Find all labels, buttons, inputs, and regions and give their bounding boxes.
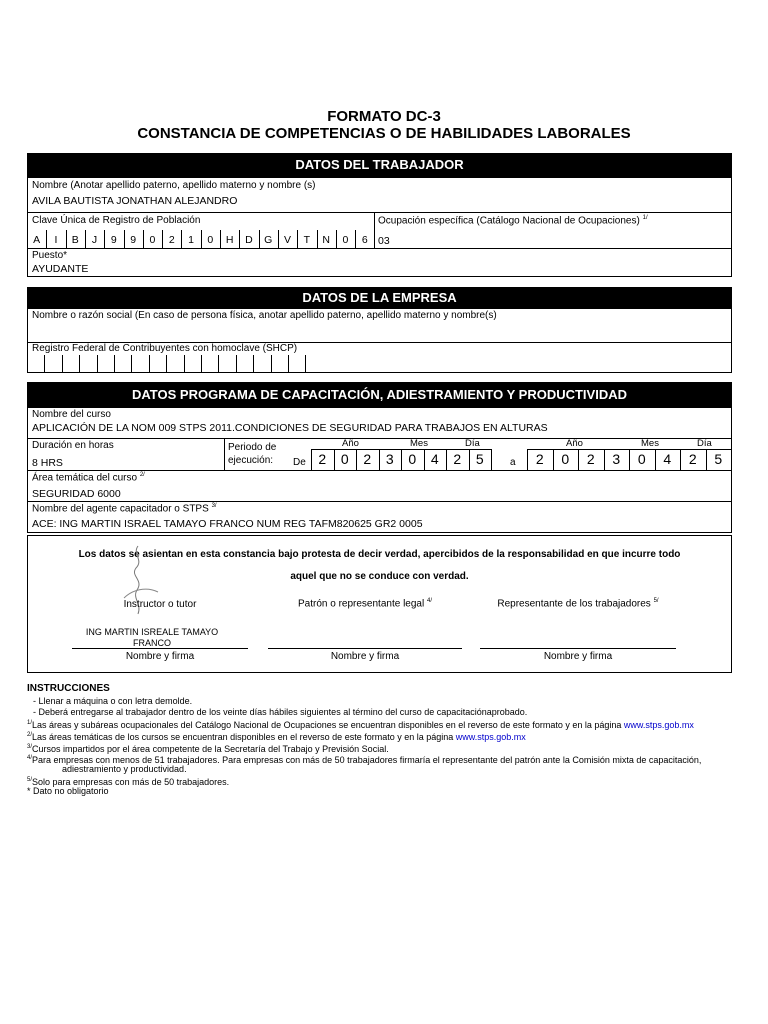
curp-char: 2 xyxy=(168,234,175,246)
instruction-6: $^{4/}$Para empresas con menos de 51 trabajadores. Para empresas con más de 50 trabajadores firmaría el representante del patrón ante la Comisión mixta de capacitación, xyxy=(27,755,702,765)
curp-char: G xyxy=(264,234,273,246)
patron-label: Patrón o representante legal $^{4/}$ xyxy=(298,598,432,610)
instructions-heading: INSTRUCCIONES xyxy=(27,683,110,694)
occupation-value[interactable]: 03 xyxy=(378,235,390,247)
curp-char: T xyxy=(303,234,311,246)
form-title: FORMATO DC-3 xyxy=(327,108,441,125)
to-month-label: Mes xyxy=(641,438,659,449)
date-digit: 2 xyxy=(586,451,595,467)
instruction-1: - Llenar a máquina o con letra demolde. xyxy=(33,696,193,706)
curp-char: B xyxy=(71,234,79,246)
date-digit: 4 xyxy=(663,451,672,467)
company-name-field[interactable] xyxy=(28,322,728,340)
workers-rep-sign-label: Nombre y firma xyxy=(543,651,613,662)
area-value[interactable]: SEGURIDAD 6000 xyxy=(32,488,121,500)
period-label-2: ejecución: xyxy=(228,455,274,466)
stps-link-2[interactable]: www.stps.gob.mx xyxy=(455,732,526,742)
instruction-5: $^{3/}$Cursos impartidos por el área competente de la Secretaría del Trabajo y Previsión Social. xyxy=(27,744,389,754)
course-value[interactable]: APLICACIÓN DE LA NOM 009 STPS 2011.CONDICIONES DE SEGURIDAD PARA TRABAJOS EN ALTURAS xyxy=(32,422,548,434)
curp-char: 0 xyxy=(207,234,214,246)
workers-rep-label: Representante de los trabajadores $^{5/}$ xyxy=(497,598,659,610)
curp-char: 1 xyxy=(188,234,194,246)
instruction-6b: adiestramiento y productividad. xyxy=(62,764,187,774)
curp-char: N xyxy=(322,234,330,246)
position-label: Puesto* xyxy=(32,250,68,261)
date-digit: 5 xyxy=(714,451,723,467)
period-label-1: Periodo de xyxy=(228,442,277,453)
date-digit: 0 xyxy=(637,451,646,467)
rfc-label: Registro Federal de Contribuyentes con homoclave (SHCP) xyxy=(32,343,298,354)
instruction-4: $^{2/}$Las áreas temáticas de los cursos se encuentran disponibles en el reverso de este formato y en la página www.stps.gob.mx xyxy=(27,732,526,742)
curp-char: I xyxy=(54,234,58,246)
to-year-label: Año xyxy=(566,438,583,449)
curp-char: H xyxy=(225,234,234,246)
date-digit: 2 xyxy=(453,451,462,467)
curp-char: 0 xyxy=(342,234,349,246)
to-day-label: Día xyxy=(697,438,712,449)
stps-link-1[interactable]: www.stps.gob.mx xyxy=(623,720,694,730)
form-subtitle: CONSTANCIA DE COMPETENCIAS O DE HABILIDADES LABORALES xyxy=(137,125,631,142)
date-digit: 2 xyxy=(363,451,372,467)
company-section-header: DATOS DE LA EMPRESA xyxy=(27,287,732,308)
occupation-label: Ocupación específica (Catálogo Nacional de Ocupaciones) $^{1/}$ xyxy=(378,215,648,227)
duration-value[interactable]: 8 HRS xyxy=(32,457,63,469)
curp-char: D xyxy=(245,234,253,246)
patron-sign-label: Nombre y firma xyxy=(330,651,400,662)
from-year-label: Año xyxy=(342,438,359,449)
date-digit: 2 xyxy=(688,451,697,467)
duration-label: Duración en horas xyxy=(32,440,114,451)
curp-char: J xyxy=(91,234,98,246)
date-digit: 2 xyxy=(318,451,327,467)
position-value[interactable]: AYUDANTE xyxy=(32,263,89,275)
worker-section xyxy=(27,177,732,277)
program-section-header: DATOS PROGRAMA DE CAPACITACIÓN, ADIESTRAMIENTO Y PRODUCTIVIDAD xyxy=(27,382,732,407)
instruction-8: * Dato no obligatorio xyxy=(27,786,109,796)
instructor-sign-label: Nombre y firma xyxy=(125,651,195,662)
from-label: De xyxy=(293,457,306,468)
curp-char: 6 xyxy=(361,234,368,246)
curp-char: A xyxy=(33,234,41,246)
agent-value[interactable]: ACE: ING MARTIN ISRAEL TAMAYO FRANCO NUM REG TAFM820625 GR2 0005 xyxy=(32,518,423,530)
date-digit: 0 xyxy=(340,451,349,467)
instruction-2: - Deberá entregarse al trabajador dentro de los veinte días hábiles siguientes al término del curso de capacitaciónaprobado. xyxy=(33,707,528,717)
curp-char: 0 xyxy=(149,234,156,246)
curp-char: 9 xyxy=(110,234,117,246)
curp-char: V xyxy=(284,234,292,246)
date-digit: 0 xyxy=(561,451,570,467)
instructor-label: Instructor o tutor xyxy=(123,599,197,610)
agent-label: Nombre del agente capacitador o STPS $^{3/}$ xyxy=(32,503,217,515)
date-digit: 5 xyxy=(475,451,484,467)
statement-line-1: Los datos se asientan en esta constancia bajo protesta de decir verdad, apercibidos de la responsabilidad en que incurre todo xyxy=(78,549,681,560)
from-month-label: Mes xyxy=(410,438,428,449)
worker-name-value[interactable]: AVILA BAUTISTA JONATHAN ALEJANDRO xyxy=(32,195,238,207)
worker-section-header: DATOS DEL TRABAJADOR xyxy=(27,153,732,177)
statement-line-2: aquel que no se conduce con verdad. xyxy=(290,571,469,582)
instructor-name: ING MARTIN ISREALE TAMAYO FRANCO xyxy=(85,627,219,648)
date-digit: 4 xyxy=(430,451,439,467)
from-day-label: Día xyxy=(465,438,480,449)
date-digit: 3 xyxy=(385,451,394,467)
to-label: a xyxy=(510,457,516,468)
instruction-3: $^{1/}$Las áreas y subáreas ocupacionales del Catálogo Nacional de Ocupaciones se encuentran disponibles en el reverso de este formato y en la página www.stps.gob.mx xyxy=(27,720,694,730)
course-label: Nombre del curso xyxy=(32,409,111,420)
instruction-7: $^{5/}$Solo para empresas con más de 50 trabajadores. xyxy=(27,777,230,787)
date-digit: 0 xyxy=(408,451,417,467)
area-label: Área temática del curso $^{2/}$ xyxy=(32,472,145,484)
company-name-label: Nombre o razón social (En caso de persona física, anotar apellido paterno, apellido materno y nombre(s) xyxy=(32,310,497,321)
date-digit: 2 xyxy=(535,451,544,467)
date-digit: 3 xyxy=(612,451,621,467)
curp-char: 9 xyxy=(130,234,137,246)
worker-name-label: Nombre (Anotar apellido paterno, apellido materno y nombre (s) xyxy=(32,180,316,191)
curp-label: Clave Única de Registro de Población xyxy=(32,215,201,226)
